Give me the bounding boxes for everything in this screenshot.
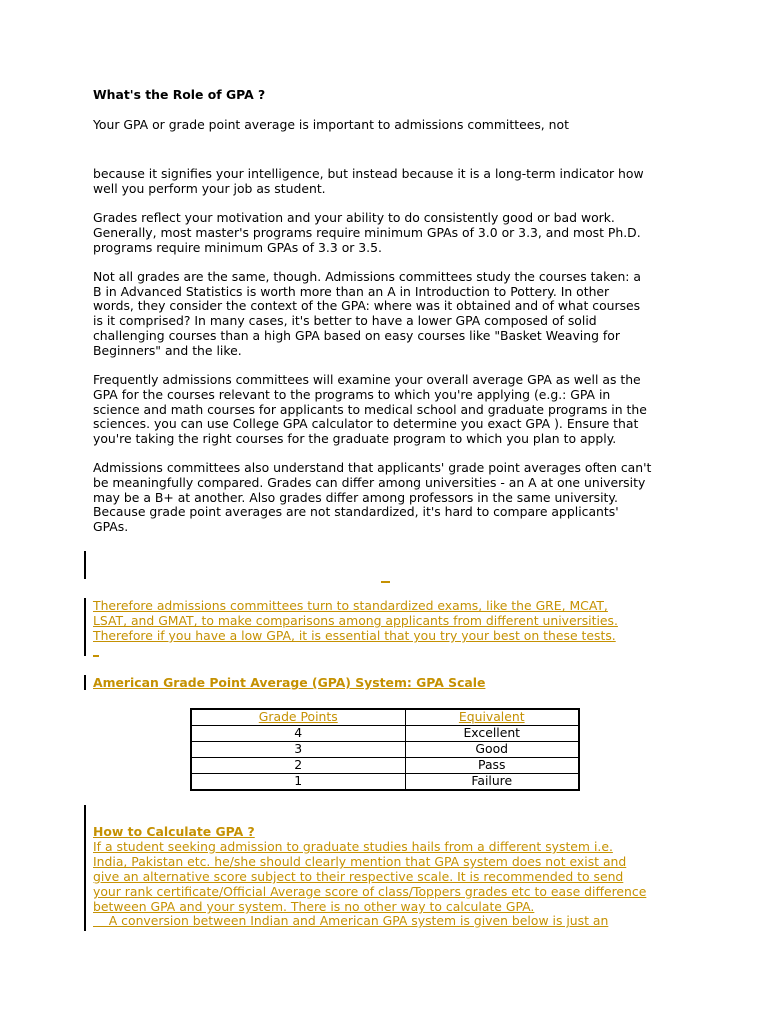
left-margin-rule — [84, 675, 86, 690]
table-row — [191, 742, 579, 758]
paragraph-line: GPA for the courses relevant to the programs to which you're applying (e.g.: GPA in — [93, 387, 611, 402]
grade-points-cell: 3 — [191, 742, 405, 758]
link-line[interactable]: between GPA and your system. There is no other way to calculate GPA. — [93, 899, 535, 914]
link-line[interactable]: give an alternative score subject to their respective scale. It is recommended to send — [93, 869, 624, 884]
paragraph-line: Grades reflect your motivation and your ability to do consistently good or bad work. — [93, 210, 615, 225]
equivalent-cell: Failure — [405, 774, 579, 791]
header-equivalent[interactable]: Equivalent — [405, 709, 579, 726]
calculate-gpa-heading-link[interactable]: How to Calculate GPA ? — [93, 824, 255, 839]
paragraph-line: Admissions committees also understand that applicants' grade point averages often can't — [93, 460, 652, 475]
anchor-underscore-mark — [381, 581, 390, 583]
equivalent-cell: Pass — [405, 758, 579, 774]
link-line[interactable]: A conversion between Indian and American GPA system is given below is just an — [93, 913, 609, 928]
left-margin-rule — [84, 805, 86, 931]
paragraph-line: Not all grades are the same, though. Admissions committees study the courses taken: a — [93, 269, 642, 284]
table-row — [191, 758, 579, 774]
link-line[interactable]: Therefore if you have a low GPA, it is essential that you try your best on these tests. — [93, 628, 616, 643]
paragraph-line: sciences. you can use College GPA calculator to determine you exact GPA ). Ensure that — [93, 416, 639, 431]
paragraph-line: because it signifies your intelligence, but instead because it is a long-term indicator how — [93, 166, 644, 181]
paragraph-line: programs require minimum GPAs of 3.3 or 3.5. — [93, 240, 382, 255]
paragraph-line: Because grade point averages are not standardized, it's hard to compare applicants' — [93, 504, 619, 519]
paragraph-line: you're taking the right courses for the graduate program to which you plan to apply. — [93, 431, 617, 446]
grade-points-cell: 2 — [191, 758, 405, 774]
paragraph-line: B in Advanced Statistics is worth more than an A in Introduction to Pottery. In other — [93, 284, 610, 299]
link-line[interactable]: your rank certificate/Official Average score of class/Toppers grades etc to ease difference — [93, 884, 647, 899]
paragraph-line: Frequently admissions committees will examine your overall average GPA as well as the — [93, 372, 641, 387]
grade-points-cell: 1 — [191, 774, 405, 791]
header-grade-points[interactable]: Grade Points — [191, 709, 405, 726]
paragraph-line: Generally, most master's programs require minimum GPAs of 3.0 or 3.3, and most Ph.D. — [93, 225, 641, 240]
link-line[interactable]: India, Pakistan etc. he/she should clearly mention that GPA system does not exist and — [93, 854, 627, 869]
paragraph-line: be meaningfully compared. Grades can differ among universities - an A at one university — [93, 475, 646, 490]
link-line[interactable]: LSAT, and GMAT, to make comparisons among applicants from different universities. — [93, 613, 618, 628]
left-margin-rule — [84, 551, 86, 579]
page-title: What's the Role of GPA ? — [93, 87, 266, 102]
table-row — [191, 774, 579, 791]
link-line[interactable]: If a student seeking admission to graduate studies hails from a different system i.e. — [93, 839, 613, 854]
paragraph-line: is it comprised? In many cases, it's better to have a lower GPA composed of solid — [93, 313, 597, 328]
table-header-row — [191, 709, 579, 726]
grade-points-cell: 4 — [191, 726, 405, 742]
paragraph-line: challenging courses than a high GPA based on easy courses like "Basket Weaving for — [93, 328, 620, 343]
equivalent-cell: Good — [405, 742, 579, 758]
link-line[interactable]: Therefore admissions committees turn to standardized exams, like the GRE, MCAT, — [93, 598, 608, 613]
anchor-underscore-mark — [93, 655, 99, 657]
gpa-scale-heading-link[interactable]: American Grade Point Average (GPA) System: GPA Scale — [93, 675, 486, 690]
equivalent-cell: Excellent — [405, 726, 579, 742]
gpa-scale-table — [190, 708, 580, 791]
paragraph-line: GPAs. — [93, 519, 129, 534]
paragraph-line: may be a B+ at another. Also grades differ among professors in the same university. — [93, 490, 618, 505]
paragraph-line: Beginners" and the like. — [93, 343, 242, 358]
table-row — [191, 726, 579, 742]
paragraph-line: science and math courses for applicants to medical school and graduate programs in the — [93, 402, 647, 417]
intro-line: Your GPA or grade point average is important to admissions committees, not — [93, 117, 569, 132]
paragraph-line: well you perform your job as student. — [93, 181, 326, 196]
paragraph-line: words, they consider the context of the GPA: where was it obtained and of what courses — [93, 298, 641, 313]
left-margin-rule — [84, 598, 86, 656]
